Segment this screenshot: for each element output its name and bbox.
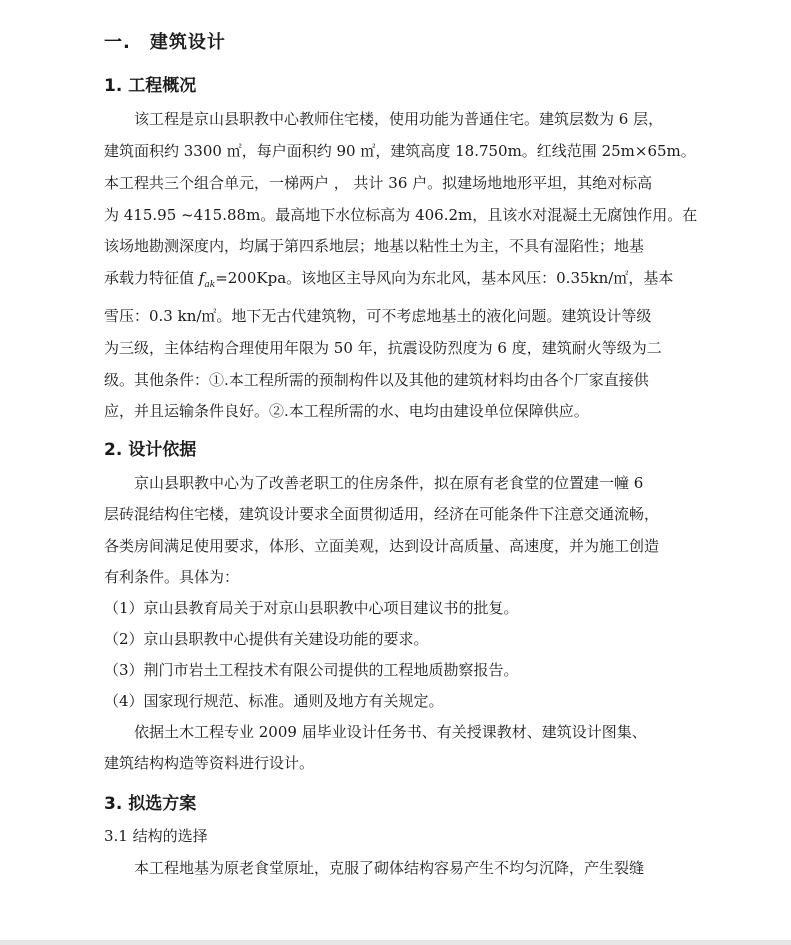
paragraph-line: 雪压：0.3 kn/㎡。地下无古代建筑物，可不考虑地基土的液化问题。建筑设计等级 [104,307,652,325]
paragraph-line: 应，并且运输条件良好。②.本工程所需的水、电均由建设单位保障供应。 [104,402,589,420]
paragraph-line: 建筑面积约 3300 ㎡，每户面积约 90 ㎡，建筑高度 18.750m。红线范围 25m×65m。 [104,142,696,160]
paragraph-line: 各类房间满足使用要求，体形、立面美观，达到设计高质量、高速度，并为施工创造 [104,537,660,555]
list-item: （2）京山县职教中心提供有关建设功能的要求。 [104,630,429,648]
formula-lead-text: 承载力特征值 [104,269,195,287]
paragraph-line: 依据土木工程专业 2009 届毕业设计任务书、有关授课教材、建筑设计图集、 [134,723,647,741]
paragraph-line: 京山县职教中心为了改善老职工的住房条件，拟在原有老食堂的位置建一幢 6 [134,474,644,492]
paragraph-line: 层砖混结构住宅楼，建筑设计要求全面贯彻适用，经济在可能条件下注意交通流畅， [104,505,660,523]
subheading-structure-selection: 3.1 结构的选择 [104,827,208,845]
paragraph-line: 为 415.95 ~415.88m。最高地下水位标高为 406.2m，且该水对混凝土无腐蚀作用。在 [104,206,698,224]
paragraph-line: 该场地勘测深度内，均属于第四系地层；地基以粘性土为主，不具有湿陷性；地基 [104,237,645,255]
formula-fak [198,269,216,290]
paragraph-line: 本工程共三个组合单元，一梯两户 ， 共计 36 户。拟建场地地形平坦，其绝对标高 [104,174,653,192]
formula-subscript: ak [204,280,216,290]
page-bottom-border [0,940,791,945]
formula-symbol: f [198,269,205,287]
section-title: 一. 建筑设计 [104,32,226,53]
paragraph-line: 本工程地基为原老食堂原址，克服了砌体结构容易产生不均匀沉降，产生裂缝 [134,859,645,877]
paragraph-line: 有利条件。具体为： [104,568,240,586]
list-item: （4）国家现行规范、标准。通则及地方有关规定。 [104,692,444,710]
heading-proposed-scheme: 3. 拟选方案 [104,794,197,814]
paragraph-line: 为三级，主体结构合理使用年限为 50 年，抗震设防烈度为 6 度，建筑耐火等级为二 [104,339,662,357]
formula-tail-text: =200Kpa。该地区主导风向为东北风，基本风压：0.35kn/㎡，基本 [215,269,674,287]
list-item: （3）荆门市岩土工程技术有限公司提供的工程地质勘察报告。 [104,661,519,679]
list-item: （1）京山县教育局关于对京山县职教中心项目建议书的批复。 [104,599,519,617]
paragraph-line: 建筑结构构造等资料进行设计。 [104,754,315,772]
paragraph-line: 该工程是京山县职教中心教师住宅楼，使用功能为普通住宅。建筑层数为 6 层， [134,110,664,128]
heading-project-overview: 1. 工程概况 [104,76,197,96]
heading-design-basis: 2. 设计依据 [104,440,197,460]
paragraph-line-formula [104,267,673,290]
paragraph-line: 级。其他条件：①.本工程所需的预制构件以及其他的建筑材料均由各个厂家直接供 [104,371,649,389]
